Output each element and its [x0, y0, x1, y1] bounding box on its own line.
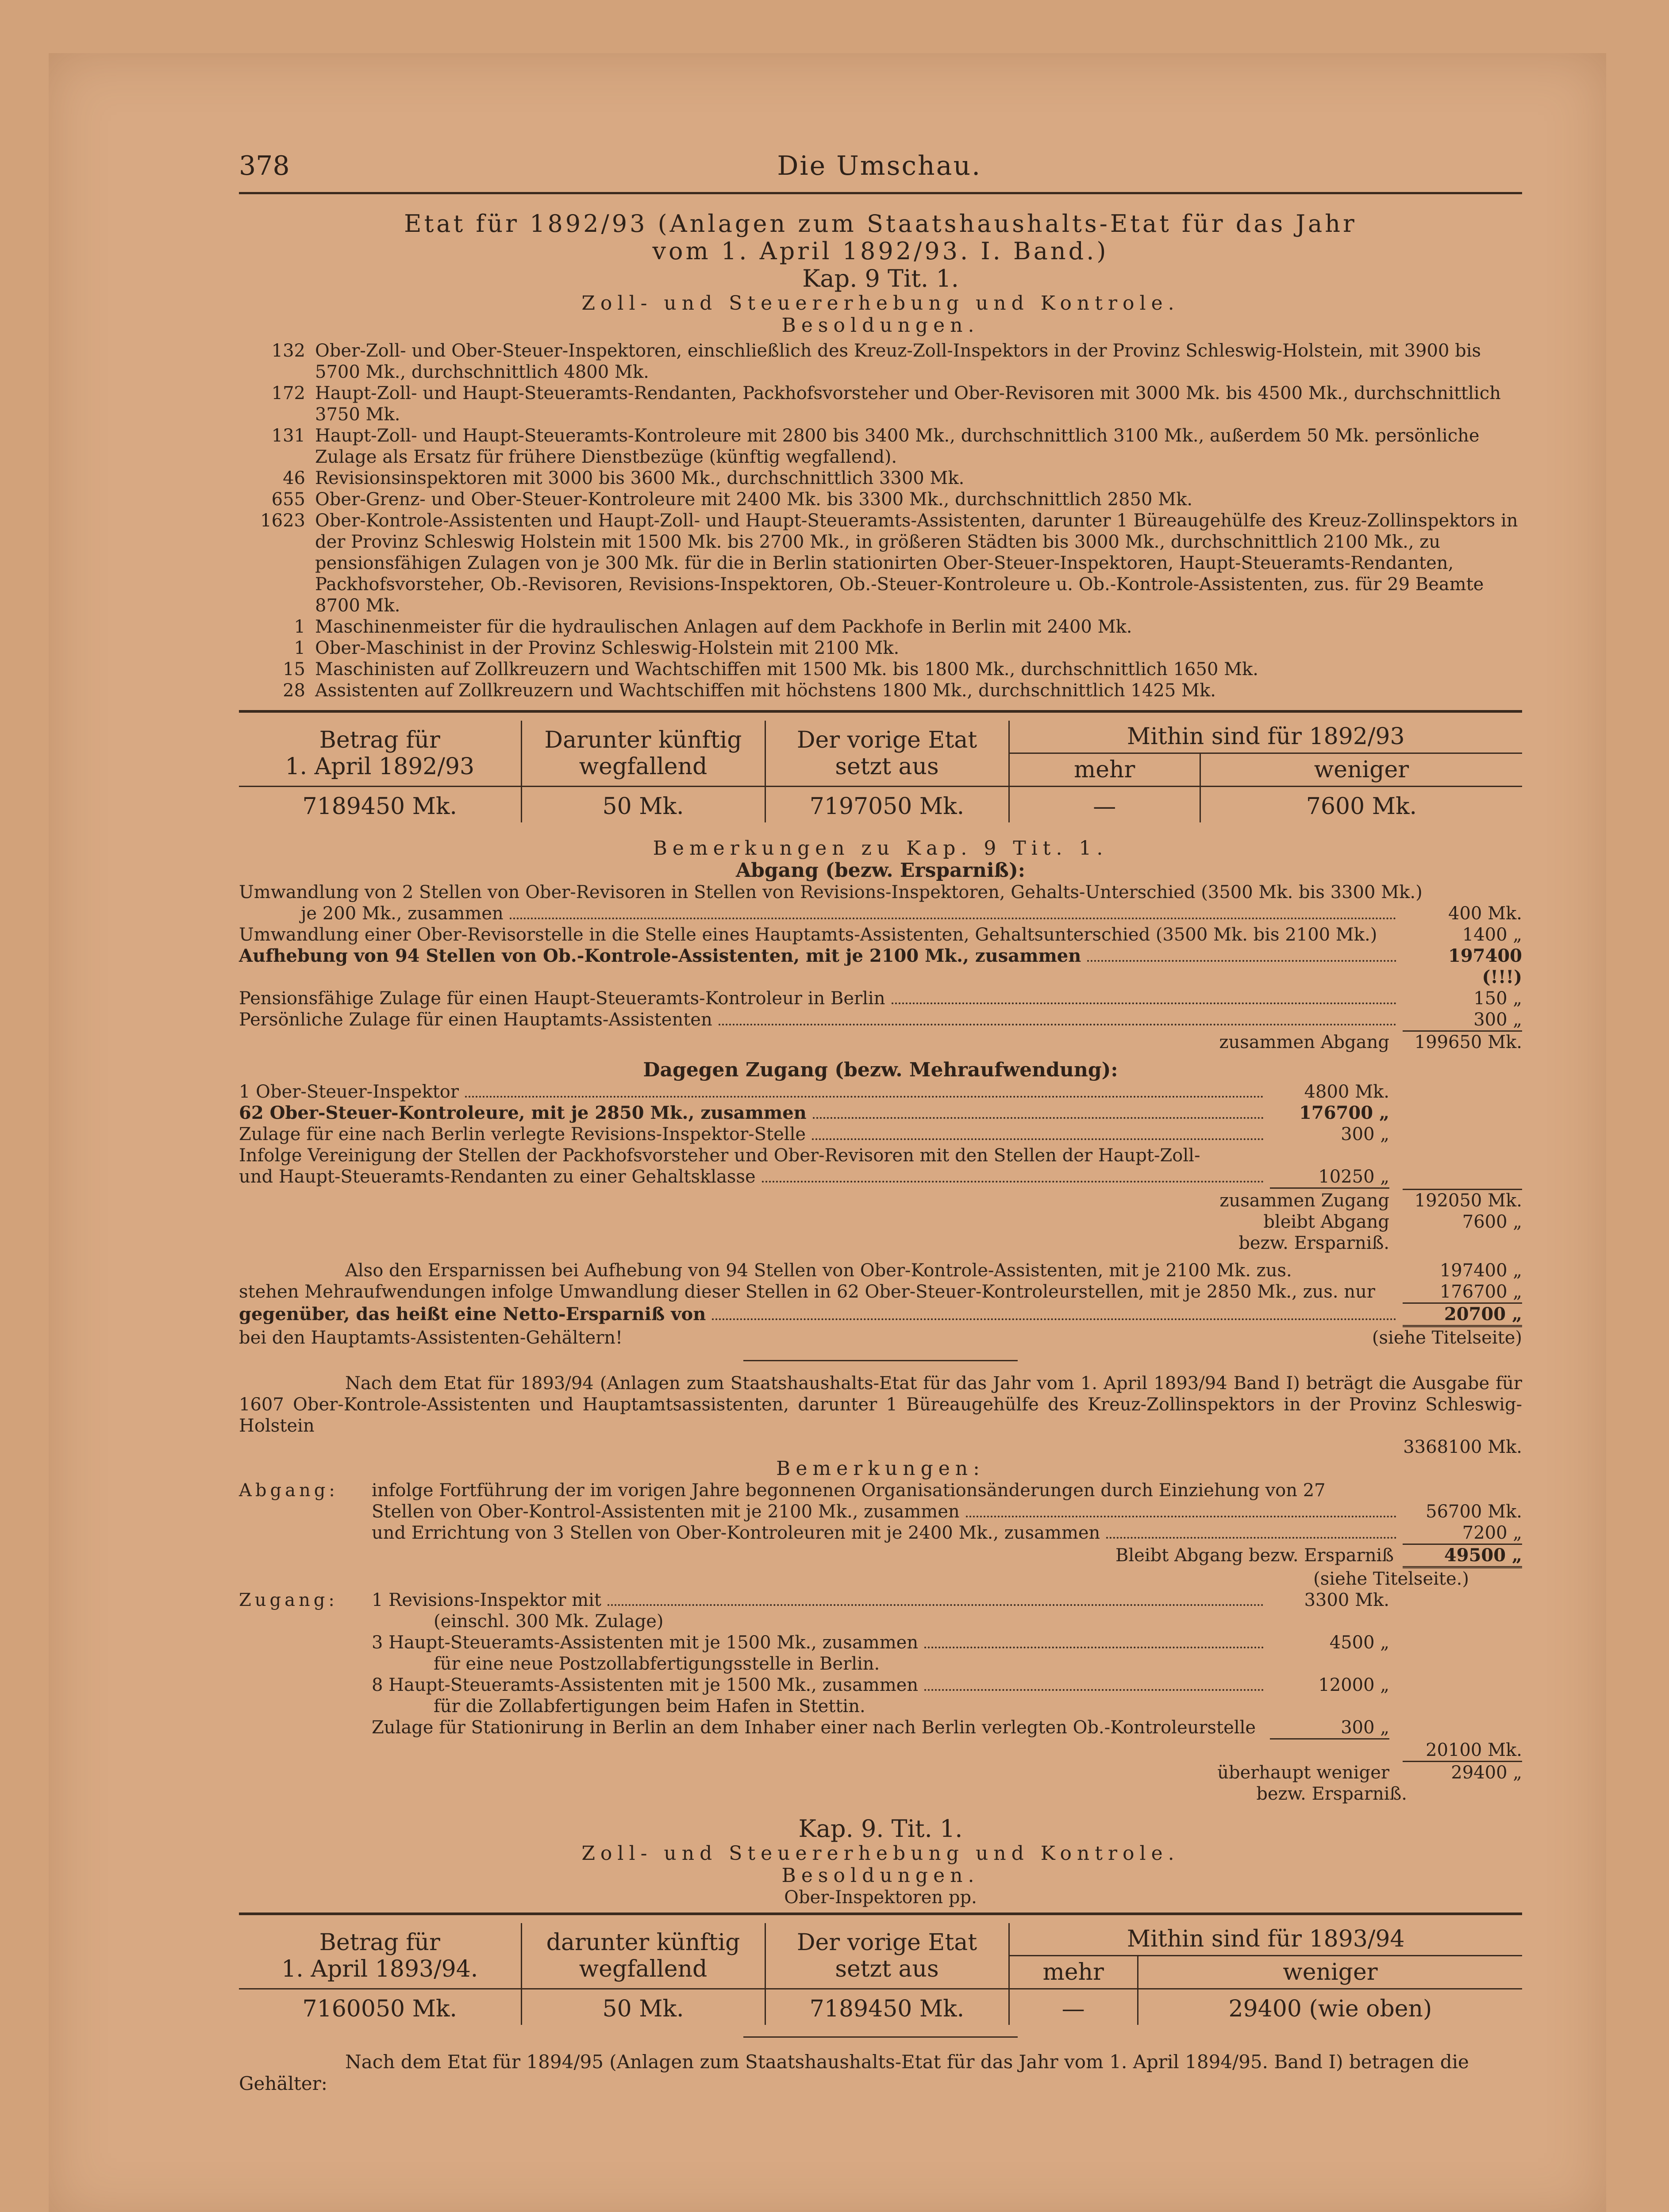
col-wegfallend: darunter künftig wegfallend — [521, 1923, 765, 1989]
etat-1893-bem: Bemerkungen: — [776, 1457, 985, 1480]
list-item: 172 Haupt-Zoll- und Haupt-Steueramts-Rendanten, Packhofsvorsteher und Ober-Revisoren mit 3000 Mk. bis 4500 Mk., durchschnittlich 3750 Mk. — [271, 383, 1501, 425]
col-weniger: weniger — [1138, 1956, 1522, 1989]
etat-1893-table — [239, 1923, 1522, 2025]
etat-1892-besoldungen: Besoldungen. — [781, 314, 980, 337]
col-betrag: Betrag für 1. April 1892/93 — [239, 721, 521, 787]
list-item: 131 Haupt-Zoll- und Haupt-Steueramts-Kontroleure mit 2800 bis 3400 Mk., durchschnittlich 3100 Mk., außerdem 50 Mk. persönliche Zulage als Ersatz für frühere Dienstbezüge (künftig wegfallend). — [271, 426, 1480, 467]
zugang-row: 62 Ober-Steuer-Kontroleure, mit je 2850 Mk., zusammen 176700 „ — [239, 1102, 1389, 1123]
bem1-zugang-list — [239, 1081, 1522, 1189]
page-number: 378 — [239, 150, 290, 181]
etat-1893-abgang: Abgang: infolge Fortführung der im vorigen Jahre begonnenen Organisationsänderungen durch Einziehung von 27 Stellen von Ober-Kontrol-Assistenten mit je 2100 Mk., zusammen 56700 Mk. und Errichtung von 3 Stellen von Ober-Kontroleuren mit je 2400 Mk., zusammen 7200 „ Bleibt Abgang bezw. Ersparniß 49500 „ (siehe Titelseite.) — [239, 1480, 1522, 1589]
sum-zugang: zusammen Zugang 192050 Mk. — [239, 1189, 1522, 1211]
col-vorige-etat: Der vorige Etat setzt aus — [765, 1923, 1009, 1989]
bem1-abgang-head: Abgang (bezw. Ersparniß): — [735, 859, 1026, 882]
list-item: 655 Ober-Grenz- und Ober-Steuer-Kontroleure mit 2400 Mk. bis 3300 Mk., durchschnittlich 2850 Mk. — [271, 489, 1193, 510]
abgang-row: je 200 Mk., zusammen 400 Mk. — [301, 903, 1522, 924]
col-mehr: mehr — [1009, 753, 1200, 787]
kap-1893-sub2: Ober-Inspektoren pp. — [784, 1887, 977, 1908]
col-mehr: mehr — [1009, 1956, 1138, 1989]
zugang-row: Zulage für eine nach Berlin verlegte Revisions-Inspektor-Stelle 300 „ — [239, 1124, 1389, 1144]
kap-1893-besoldungen: Besoldungen. — [781, 1864, 980, 1887]
etat-1892-table — [239, 721, 1522, 822]
list-item: 132 Ober-Zoll- und Ober-Steuer-Inspektoren, einschließlich des Kreuz-Zoll-Inspektors in der Provinz Schleswig-Holstein, mit 3900 bis 5700 Mk., durchschnittlich 4800 Mk. — [271, 341, 1481, 382]
col-weniger: weniger — [1200, 753, 1522, 787]
etat-1893-intro: Nach dem Etat für 1893/94 (Anlagen zum Staatshaushalts-Etat für das Jahr vom 1. April 1893/94 Band I) beträgt die Ausgabe für 1607 Ober-Kontrole-Assistenten und Hauptamtsassistenten, darunter 1 Büreaugehülfe des Kreuz-Zollinspektors in der Provinz Schleswig-Holstein 3368100 Mk. — [239, 1373, 1522, 1457]
zugang-row: und Haupt-Steueramts-Rendanten zu einer Gehaltsklasse 10250 „ — [239, 1166, 1389, 1189]
bleibt-abgang: bleibt Abgang 7600 „ — [1263, 1212, 1522, 1232]
also-paragraph: Also den Ersparnissen bei Aufhebung von 94 Stellen von Ober-Kontrole-Assistenten, mit je 2100 Mk. zus. 197400 „ stehen Mehraufwendungen infolge Umwandlung dieser Stellen in 62 Ober-Steuer-Kontroleurstellen, mit je 2850 Mk., zus. nur 176700 „ gegenüber, das heißt eine Netto-Ersparniß von 20700 „ bei den Hauptamts-Assistenten-Gehältern! (siehe Titelseite) — [239, 1260, 1522, 1348]
kap-1893-title: Kap. 9. Tit. 1. — [798, 1815, 963, 1843]
abgang-row: Umwandlung von 2 Stellen von Ober-Revisoren in Stellen von Revisions-Inspektoren, Gehalts-Unterschied (3500 Mk. bis 3300 Mk.) — [239, 882, 1423, 902]
bem1-title: Bemerkungen zu Kap. 9 Tit. 1. — [653, 837, 1108, 860]
sum-abgang: zusammen Abgang 199650 Mk. — [1219, 1032, 1522, 1052]
col-mithin: Mithin sind für 1893/94 — [1127, 1926, 1405, 1952]
running-header — [239, 150, 1522, 194]
etat-1892-item-list — [239, 340, 1522, 701]
zugang-row: Infolge Vereinigung der Stellen der Packhofsvorsteher und Ober-Revisoren mit den Stellen der Haupt-Zoll- — [239, 1145, 1200, 1166]
abgang-row: Aufhebung von 94 Stellen von Ob.-Kontrole-Assistenten, mit je 2100 Mk., zusammen 197400 (!!!) — [239, 945, 1522, 987]
etat-1892-subtitle: Zoll- und Steuererhebung und Kontrole. — [581, 292, 1180, 315]
bem1-zugang-head: Dagegen Zugang (bezw. Mehraufwendung): — [643, 1059, 1118, 1081]
zugang-row: 1 Ober-Steuer-Inspektor 4800 Mk. — [239, 1082, 1389, 1102]
table-row: 7189450 Mk. 50 Mk. 7197050 Mk. — 7600 Mk. — [239, 787, 1522, 823]
col-betrag: Betrag für 1. April 1893/94. — [239, 1923, 521, 1989]
document-body: 378 Die Umschau. Etat für 1892/93 (Anlagen zum Staatshaushalts-Etat für das Jahr vom 1. April 1892/93. I. Band.) Kap. 9 Tit. 1. Zoll- und Steuererhebung und Kontrole. Besoldungen. 132 Ober-Zoll- und Ober-Steuer-Inspektoren, einschließlich des Kreuz-Zoll-Inspektors in der Provinz Schleswig-Holstein, mit 3900 bis 5700 Mk., durchschnittlich 4800 Mk. 172 Haupt-Zoll- und Haupt-Steueramts-Rendanten, Packhofsvorsteher und Ober-Revisoren mit 3000 Mk. bis 4500 Mk., durchschnittlich 3750 Mk. 131 Haupt-Zoll- und Haupt-Steueramts-Kontroleure mit 2800 bis 3400 Mk., durchschnittlich 3100 Mk., außerdem 50 Mk. persönliche Zulage als Ersatz für frühere Dienstbezüge (künftig wegfallend). 46 Revisionsinspektoren mit 3000 bis 3600 Mk., durchschnittlich 3300 Mk. 655 Ober-Grenz- und Ober-Steuer-Kontroleure mit 2400 Mk. bis 3300 Mk., durchschnittlich 2850 Mk. 1623 Ober-Kontrole-Assistenten und Haupt-Zoll- und Haupt-Steueramts-Assistenten, darunter 1 Büreaugehülfe des Kreuz-Zollinspektors in der Provinz Schleswig Holstein mit 1500 Mk. bis 2700 Mk., in größeren Städten bis 3000 Mk., durchschnittlich 2100 Mk., zu pensionsfähigen Zulagen von je 300 Mk. für die in Berlin stationirten Ober-Steuer-Inspektoren, Haupt-Steueramts-Rendanten, Packhofsvorsteher, Ob.-Revisoren, Revisions-Inspektoren, Ob.-Steuer-Kontroleure u. Ob.-Kontrole-Assistenten, zus. für 29 Beamte 8700 Mk. 1 Maschinenmeister für die hydraulischen Anlagen auf dem Packhofe in Berlin mit 2400 Mk. 1 Ober-Maschinist in der Provinz Schleswig-Holstein mit 2100 Mk. 15 Maschinisten auf Zollkreuzern und Wachtschiffen mit 1500 Mk. bis 1800 Mk., durchschnittlich 1650 Mk. 28 Assistenten auf Zollkreuzern und Wachtschiffen mit höchstens 1800 Mk., durchschnittlich 1425 Mk. Betrag für 1. April 1892/93 Darunter künftig wegfallend Der vorige Etat setzt aus Mithin sind für 1892/93 mehr weniger 7189450 Mk. 50 Mk. 7197050 Mk. — 7600 Mk. Bemerkungen zu Kap. 9 Tit. 1. Abgang (bezw. Ersparniß): Umwandlung von 2 Stellen von Ober-Revisoren in Stellen von Revisions-Inspektoren, Gehalts-Unterschied (3500 Mk. bis 3300 Mk.) je 200 Mk., zusammen 400 Mk. Umwandlung einer Ober-Revisorstelle in die Stelle eines Hauptamts-Assistenten, Gehaltsunterschied (3500 Mk. bis 2100 Mk.) 1400 „ Aufhebung von 94 Stellen von Ob.-Kontrole-Assistenten, mit je 2100 Mk., zusammen 197400 (!!!) Pensionsfähige Zulage für einen Haupt-Steueramts-Kontroleur in Berlin 150 „ Persönliche Zulage für einen Hauptamts-Assistenten 300 „ zusammen Abgang 199650 Mk. Dagegen Zugang (bezw. Mehraufwendung): 1 Ober-Steuer-Inspektor 4800 Mk. 62 Ober-Steuer-Kontroleure, mit je 2850 Mk., zusammen 176700 „ Zulage für eine nach Berlin verlegte Revisions-Inspektor-Stelle 300 „ Infolge Vereinigung der Stellen der Packhofsvorsteher und Ober-Revisoren mit den Stellen der Haupt-Zoll- und Haupt-Steueramts-Rendanten zu einer Gehaltsklasse 10250 „ zusammen Zugang 192050 Mk. bleibt Abgang 7600 „ bezw. Ersparniß. Also den Ersparnissen bei Aufhebung von 94 Stellen von Ober-Kontrole-Assistenten, mit je 2100 Mk. zus. 197400 „ stehen Mehraufwendungen infolge Umwandlung dieser Stellen in 62 Ober-Steuer-Kontroleurstellen, mit je 2850 Mk., zus. nur 176700 „ gegenüber, das heißt eine Netto-Ersparniß von 20700 „ bei den Hauptamts-Assistenten-Gehältern! (siehe Titelseite) Nach dem Etat für 1893/94 (Anlagen zum Staatshaushalts-Etat für das Jahr vom 1. April 1893/94 Band I) beträgt die Ausgabe für 1607 Ober-Kontrole-Assistenten und Hauptamtsassistenten, darunter 1 Büreaugehülfe des Kreuz-Zollinspektors in der Provinz Schleswig-Holstein 3368100 Mk. Bemerkungen: Abgang: infolge Fortführung der im vorigen Jahre begonnenen Organisationsänderungen durch Einziehung von 27 Stellen von Ober-Kontrol-Assistenten mit je 2100 Mk., zusammen 56700 Mk. und Errichtung von 3 Stellen von Ober-Kontroleuren mit je 2400 Mk., zusammen 7200 „ Bleibt Abgang bezw. Ersparniß 49500 „ (siehe Titelseite.) Zugang: 1 Revisions-Inspektor mit 3300 Mk. (einschl. 300 Mk. Zulage) 3 Haupt-Steueramts-Assistenten mit je 1500 Mk., zusammen 4500 „ für eine neue Postzollabfertigungsstelle in Berlin. 8 Haupt-Steueramts-Assistenten mit je 1500 Mk., zusammen 12000 „ für die Zollabfertigungen beim Hafen in Stettin. Zulage für Stationirung in Berlin an dem Inhaber einer nach Berlin verlegten Ob.-Kontroleurstelle 300 „ 20100 Mk. überhaupt weniger 29400 „ bezw. Ersparniß. Kap. 9. Tit. 1. Zoll- und Steuererhebung und Kontrole. Besoldungen. Ober-Inspektoren pp. Betrag für 1. April 1893/94. darunter künftig wegfallend Der vorige Etat setzt aus Mithin sind für 1893/94 mehr weniger 7160050 Mk. 50 Mk. 7189450 Mk. — 29400 (wie oben) Nach dem Etat für 1894/95 (Anlagen zum Staatshaushalts-Etat für das Jahr vom 1. April 1894/95. Band I) betragen die Gehälter: — [239, 150, 1522, 2094]
list-item: 28 Assistenten auf Zollkreuzern und Wachtschiffen mit höchstens 1800 Mk., durchschnittlich 1425 Mk. — [283, 680, 1216, 701]
col-wegfallend: Darunter künftig wegfallend — [521, 721, 765, 787]
list-item: 46 Revisionsinspektoren mit 3000 bis 3600 Mk., durchschnittlich 3300 Mk. — [283, 468, 965, 488]
etat-1893-zugang: Zugang: 1 Revisions-Inspektor mit 3300 Mk. (einschl. 300 Mk. Zulage) 3 Haupt-Steueramts-Assistenten mit je 1500 Mk., zusammen 4500 „ für eine neue Postzollabfertigungsstelle in Berlin. 8 Haupt-Steueramts-Assistenten mit je 1500 Mk., zusammen 12000 „ für die Zollabfertigungen beim Hafen in Stettin. Zulage für Stationirung in Berlin an dem Inhaber einer nach Berlin verlegten Ob.-Kontroleurstelle 300 „ — [239, 1590, 1522, 1740]
etat-1892-title — [239, 210, 1522, 292]
etat-1892-title-line2: vom 1. April 1892/93. I. Band.) — [652, 237, 1109, 265]
bem1-abgang-list — [239, 882, 1522, 1053]
abgang-row: Umwandlung einer Ober-Revisorstelle in die Stelle eines Hauptamts-Assistenten, Gehaltsunterschied (3500 Mk. bis 2100 Mk.) 1400 „ — [239, 925, 1522, 945]
list-item: 1 Maschinenmeister für die hydraulischen Anlagen auf dem Packhofe in Berlin mit 2400 Mk. — [294, 617, 1132, 637]
col-mithin: Mithin sind für 1892/93 — [1127, 723, 1405, 750]
etat-1892-kap: Kap. 9 Tit. 1. — [802, 265, 959, 292]
journal-title: Die Umschau. — [777, 150, 982, 181]
abgang-row: Pensionsfähige Zulage für einen Haupt-Steueramts-Kontroleur in Berlin 150 „ — [239, 988, 1522, 1009]
bleibt-abgang-sub: bezw. Ersparniß. — [1238, 1233, 1389, 1253]
list-item: 1623 Ober-Kontrole-Assistenten und Haupt-Zoll- und Haupt-Steueramts-Assistenten, darunter 1 Büreaugehülfe des Kreuz-Zollinspektors in der Provinz Schleswig Holstein mit 1500 Mk. bis 2700 Mk., in größeren Städten bis 3000 Mk., durchschnittlich 2100 Mk., zu pensionsfähigen Zulagen von je 300 Mk. für die in Berlin stationirten Ober-Steuer-Inspektoren, Haupt-Steueramts-Rendanten, Packhofsvorsteher, Ob.-Revisoren, Revisions-Inspektoren, Ob.-Steuer-Kontroleure u. Ob.-Kontrole-Assistenten, zus. für 29 Beamte 8700 Mk. — [260, 511, 1518, 616]
etat-1892-title-line1: Etat für 1892/93 (Anlagen zum Staatshaushalts-Etat für das Jahr — [404, 210, 1357, 238]
list-item: 1 Ober-Maschinist in der Provinz Schleswig-Holstein mit 2100 Mk. — [294, 638, 900, 658]
list-item: 15 Maschinisten auf Zollkreuzern und Wachtschiffen mit 1500 Mk. bis 1800 Mk., durchschnittlich 1650 Mk. — [283, 659, 1259, 680]
table-row: 7160050 Mk. 50 Mk. 7189450 Mk. — 29400 (wie oben) — [239, 1989, 1522, 2025]
abgang-row: Persönliche Zulage für einen Hauptamts-Assistenten 300 „ — [239, 1009, 1522, 1032]
col-vorige-etat: Der vorige Etat setzt aus — [765, 721, 1009, 787]
section-divider — [743, 1360, 1018, 1361]
kap-1893-subtitle: Zoll- und Steuererhebung und Kontrole. — [581, 1842, 1180, 1865]
footer-line: Nach dem Etat für 1894/95 (Anlagen zum Staatshaushalts-Etat für das Jahr vom 1. April 1894/95. Band I) betragen die Gehälter: — [239, 2051, 1469, 2094]
section-divider — [743, 2036, 1018, 2038]
